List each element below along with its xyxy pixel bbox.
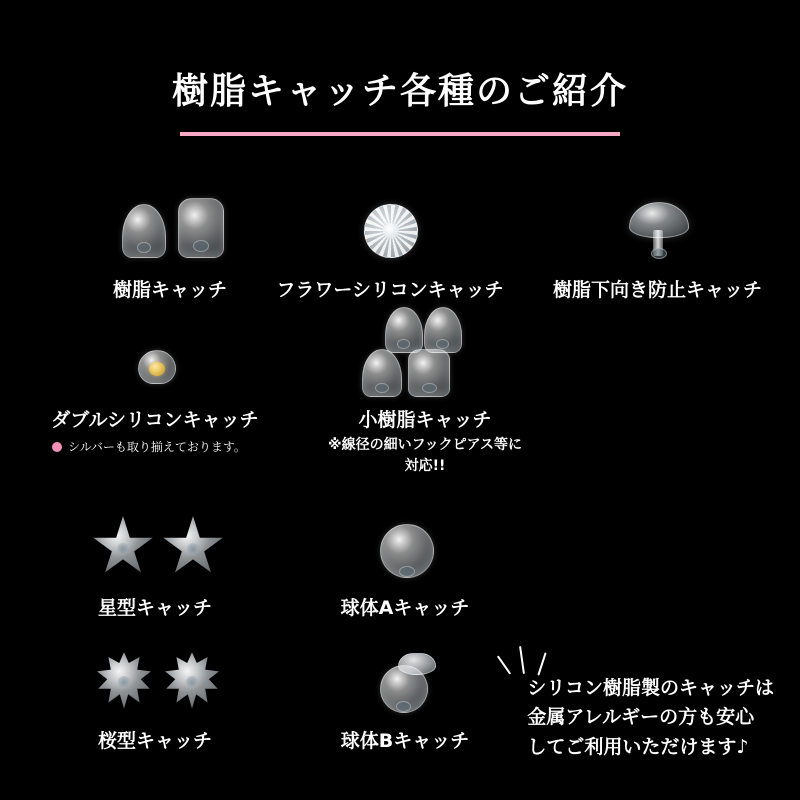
item-label-resin-anti-droop-catch: 樹脂下向き防止キャッチ: [552, 279, 762, 301]
page-title-text: 樹脂キャッチ各種のご紹介: [171, 71, 628, 112]
small-resin-hole-bottom-left: [375, 383, 389, 393]
silicone-message: [527, 674, 774, 762]
small-resin-hole-bottom-right: [422, 383, 437, 393]
item-double-silicone-catch: [20, 330, 290, 434]
small-resin-hole-top-right: [436, 339, 449, 349]
item-label-double-silicone-catch: ダブルシリコンキャッチ: [51, 409, 259, 431]
silver-note-text: シルバーも取り揃えております。: [68, 440, 246, 454]
double-silicone-catch-icon: [20, 330, 290, 400]
sakura-core-right: [186, 676, 198, 688]
title-underline: [180, 132, 620, 136]
page-title: [0, 72, 800, 118]
double-silicone-gold-core: [149, 362, 165, 376]
flower-petals: [364, 204, 418, 258]
item-sakura-catch: [30, 645, 280, 755]
silver-note: [52, 438, 246, 455]
item-label-star-catch: 星型キャッチ: [97, 597, 212, 619]
item-small-resin-catch: [300, 305, 550, 477]
star-catch-icon: [30, 510, 280, 588]
star-core-left: [117, 543, 129, 555]
disc-stem-catch-icon: [525, 190, 790, 270]
item-flower-silicone-catch: [265, 190, 515, 304]
item-star-catch: [30, 510, 280, 622]
small-resin-hole-top-left: [397, 339, 410, 349]
sphere-a-hole: [399, 566, 415, 577]
item-resin-anti-droop-catch: [525, 190, 790, 304]
flower-core: [383, 223, 399, 239]
item-sphere-a-catch: [280, 510, 530, 622]
sparkle-icon: [497, 640, 557, 680]
silicone-message-line3: してご利用いただけます♪: [527, 735, 749, 758]
item-label-resin-catch: 樹脂キャッチ: [112, 279, 227, 301]
item-sphere-b-catch: [280, 645, 530, 755]
item-label-flower-silicone-catch: フラワーシリコンキャッチ: [276, 279, 504, 301]
resin-catch-hole-left: [137, 242, 151, 253]
sakura-catch-icon: [30, 645, 280, 721]
item-label-sphere-b-catch: 球体Bキャッチ: [340, 730, 470, 752]
resin-catch-pair-icon: [50, 190, 290, 270]
sphere-b-hole: [396, 701, 411, 712]
anti-droop-hole: [651, 248, 667, 259]
pink-dot-icon: [52, 442, 62, 452]
small-resin-catch-icon: [300, 305, 550, 400]
sakura-core-left: [118, 676, 130, 688]
silicone-message-line2: 金属アレルギーの方も安心: [527, 706, 755, 729]
item-label-sphere-a-catch: 球体Aキャッチ: [340, 597, 470, 619]
star-core-right: [187, 543, 199, 555]
silicone-message-line1: シリコン樹脂製のキャッチは: [527, 676, 774, 699]
item-label-small-resin-catch: 小樹脂キャッチ: [358, 409, 492, 431]
item-resin-catch: [50, 190, 290, 304]
item-label-sakura-catch: 桜型キャッチ: [97, 730, 212, 752]
small-resin-note-line2: 対応!!: [404, 458, 446, 475]
small-resin-note-line1: ※線径の細いフックピアス等に: [327, 436, 523, 453]
flower-silicone-catch-icon: [265, 190, 515, 270]
resin-catch-hole-right: [193, 240, 209, 252]
sphere-b-catch-icon: [280, 645, 530, 721]
sphere-a-catch-icon: [280, 510, 530, 588]
